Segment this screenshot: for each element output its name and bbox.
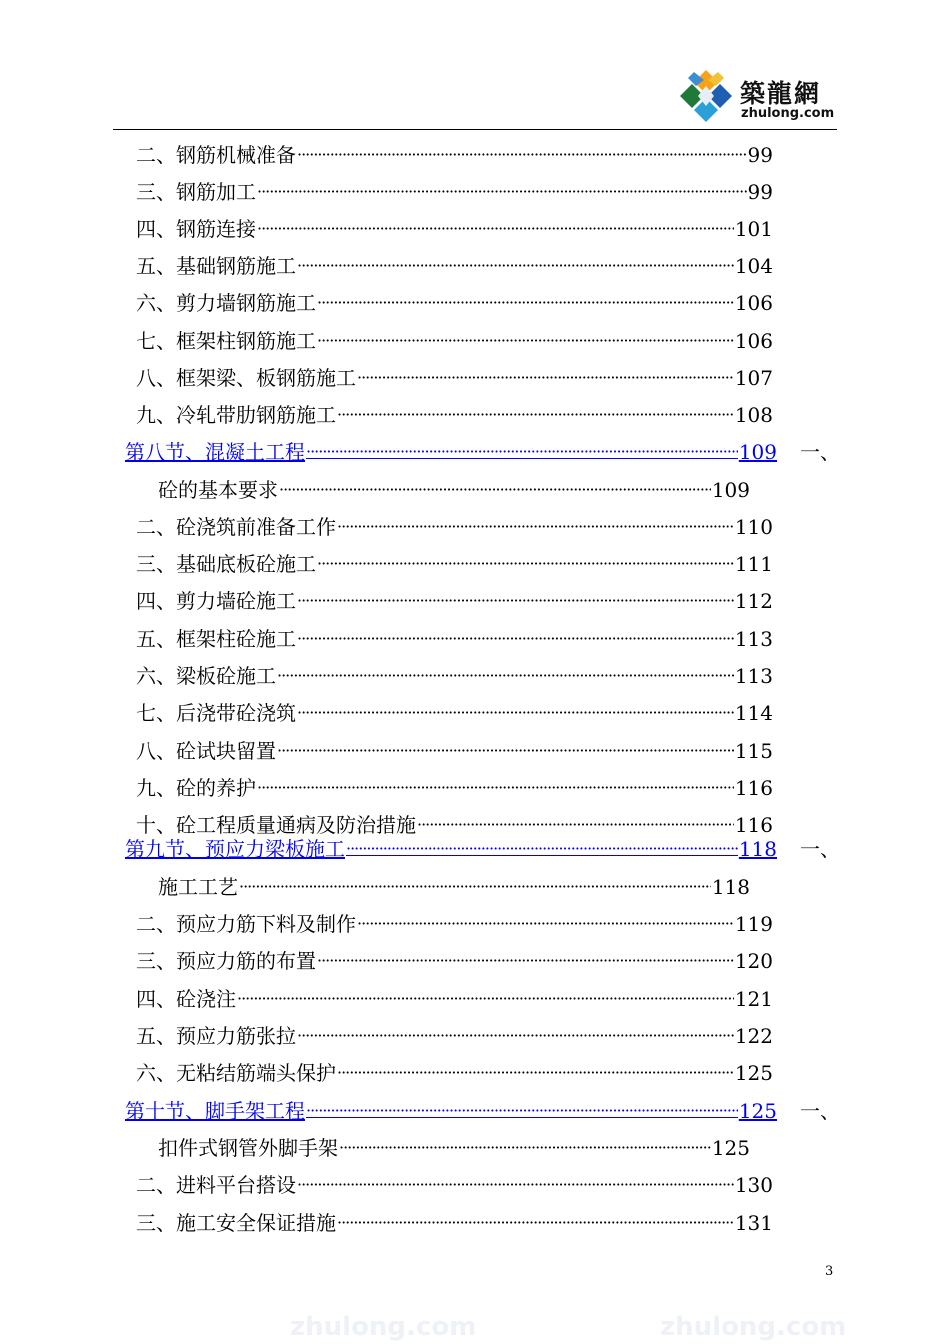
toc-entry <box>136 982 773 1012</box>
toc-entry <box>136 286 773 316</box>
toc-entry-title: 三、预应力筋的布置 <box>136 949 316 973</box>
toc-entry <box>136 361 773 391</box>
toc-entry-title: 第八节、混凝土工程 <box>125 440 305 464</box>
toc-trailing-text: 一、 <box>800 837 840 861</box>
toc-entry-page: 106 <box>734 329 773 353</box>
toc-dot-leader <box>306 439 738 465</box>
toc-entry <box>136 584 773 614</box>
toc-entry-title: 扣件式钢管外脚手架 <box>158 1136 338 1160</box>
toc-dot-leader <box>257 216 734 242</box>
toc-entry-title: 施工工艺 <box>158 875 238 899</box>
toc-dot-leader <box>317 948 734 974</box>
toc-dot-leader <box>257 775 734 801</box>
toc-entry <box>136 696 773 726</box>
toc-entry <box>136 1206 773 1236</box>
toc-dot-leader <box>277 738 734 764</box>
zhulong-logo-icon <box>678 68 734 124</box>
toc-entry <box>136 659 773 689</box>
toc-dot-leader <box>297 253 734 279</box>
toc-entry-title: 八、框架梁、板钢筋施工 <box>136 366 356 390</box>
toc-entry-title: 九、冷轧带肋钢筋施工 <box>136 403 336 427</box>
toc-entry <box>136 622 773 652</box>
toc-dot-leader <box>297 626 734 652</box>
toc-entry-page: 108 <box>734 403 773 427</box>
toc-entry-title: 二、砼浇筑前准备工作 <box>136 515 336 539</box>
toc-trailing-text: 一、 <box>800 440 840 464</box>
toc-entry-title: 四、钢筋连接 <box>136 217 256 241</box>
toc-entry <box>136 547 773 577</box>
toc-dot-leader <box>337 402 734 428</box>
toc-entry-title: 七、后浇带砼浇筑 <box>136 701 296 725</box>
toc-entry <box>136 1168 773 1198</box>
toc-entry-page: 110 <box>734 515 773 539</box>
toc-dot-leader <box>297 588 734 614</box>
toc-dot-leader <box>357 365 734 391</box>
toc-dot-leader <box>337 1210 734 1236</box>
toc-dot-leader <box>317 328 734 354</box>
toc-entry-title: 二、进料平台搭设 <box>136 1173 296 1197</box>
toc-dot-leader <box>346 836 738 862</box>
toc-entry-page: 101 <box>734 217 773 241</box>
toc-entry-title: 第十节、脚手架工程 <box>125 1099 305 1123</box>
toc-entry <box>136 249 773 279</box>
toc-dot-leader <box>297 700 734 726</box>
toc-entry-page: 109 <box>738 440 777 464</box>
toc-entry-page: 118 <box>711 875 750 899</box>
toc-entry-page: 131 <box>734 1211 773 1235</box>
toc-entry <box>158 870 750 900</box>
toc-dot-leader <box>339 1135 711 1161</box>
toc-entry-title: 第九节、预应力梁板施工 <box>125 837 345 861</box>
toc-entry <box>136 324 773 354</box>
toc-entry-title: 九、砼的养护 <box>136 776 256 800</box>
toc-entry-page: 107 <box>734 366 773 390</box>
toc-entry-title: 四、剪力墙砼施工 <box>136 589 296 613</box>
toc-entry <box>158 1131 750 1161</box>
toc-entry-title: 三、钢筋加工 <box>136 180 256 204</box>
logo-english-text: zhulong.com <box>741 106 835 121</box>
toc-entry <box>136 398 773 428</box>
toc-entry-title: 三、施工安全保证措施 <box>136 1211 336 1235</box>
toc-entry-page: 130 <box>734 1173 773 1197</box>
toc-dot-leader <box>306 1098 738 1124</box>
toc-entry-page: 121 <box>734 987 773 1011</box>
toc-entry-page: 99 <box>747 143 773 167</box>
toc-dot-leader <box>237 986 734 1012</box>
toc-entry <box>136 907 773 937</box>
toc-entry-title: 六、无粘结筋端头保护 <box>136 1061 336 1085</box>
toc-entry-title: 三、基础底板砼施工 <box>136 552 316 576</box>
toc-entry <box>136 510 773 540</box>
toc-entry-title: 五、预应力筋张拉 <box>136 1024 296 1048</box>
toc-entry-page: 115 <box>734 739 773 763</box>
toc-dot-leader <box>297 1023 734 1049</box>
toc-entry-title: 砼的基本要求 <box>158 478 278 502</box>
toc-dot-leader <box>257 179 747 205</box>
toc-entry <box>136 1056 773 1086</box>
toc-entry-page: 125 <box>711 1136 750 1160</box>
toc-entry-title: 七、框架柱钢筋施工 <box>136 329 316 353</box>
toc-entry-title: 二、预应力筋下料及制作 <box>136 912 356 936</box>
toc-entry <box>136 212 773 242</box>
toc-entry-page: 116 <box>734 776 773 800</box>
toc-entry-page: 111 <box>734 552 773 576</box>
toc-section-link[interactable] <box>125 435 777 465</box>
toc-entry-page: 109 <box>711 478 750 502</box>
toc-entry <box>136 734 773 764</box>
toc-entry-title: 五、框架柱砼施工 <box>136 627 296 651</box>
toc-entry <box>136 1019 773 1049</box>
zhulong-logo <box>678 66 838 128</box>
toc-entry-page: 104 <box>734 254 773 278</box>
toc-dot-leader <box>337 1060 734 1086</box>
toc-entry <box>136 944 773 974</box>
toc-trailing-text: 一、 <box>800 1099 840 1123</box>
toc-dot-leader <box>279 477 711 503</box>
page-header <box>0 0 950 135</box>
toc-entry-page: 118 <box>738 837 777 861</box>
header-rule <box>113 129 837 130</box>
toc-dot-leader <box>317 290 734 316</box>
toc-entry-title: 八、砼试块留置 <box>136 739 276 763</box>
toc-entry <box>136 138 773 168</box>
toc-entry-page: 125 <box>734 1061 773 1085</box>
watermark-text: zhulong.com <box>660 1312 847 1342</box>
watermark-text: zhulong.com <box>290 1312 477 1342</box>
toc-entry-title: 十、砼工程质量通病及防治措施 <box>136 813 416 837</box>
toc-entry <box>136 175 773 205</box>
toc-entry-page: 120 <box>734 949 773 973</box>
logo-chinese-text: 築龍網 <box>740 79 822 108</box>
toc-entry-page: 114 <box>734 701 773 725</box>
toc-entry-page: 112 <box>734 589 773 613</box>
toc-dot-leader <box>357 911 734 937</box>
toc-entry <box>158 473 750 503</box>
toc-entry <box>136 771 773 801</box>
toc-entry-page: 116 <box>734 813 773 837</box>
toc-entry-page: 122 <box>734 1024 773 1048</box>
toc-entry-title: 四、砼浇注 <box>136 987 236 1011</box>
page-number: 3 <box>825 1264 834 1279</box>
toc-entry-page: 99 <box>747 180 773 204</box>
toc-dot-leader <box>239 874 711 900</box>
toc-entry-page: 106 <box>734 291 773 315</box>
toc-entry-page: 119 <box>734 912 773 936</box>
toc-dot-leader <box>317 551 734 577</box>
toc-entry-page: 125 <box>738 1099 777 1123</box>
toc-entry-page: 113 <box>734 627 773 651</box>
toc-dot-leader <box>337 514 734 540</box>
toc-entry-title: 五、基础钢筋施工 <box>136 254 296 278</box>
toc-entry-title: 六、梁板砼施工 <box>136 664 276 688</box>
toc-dot-leader <box>297 1172 734 1198</box>
toc-entry-title: 六、剪力墙钢筋施工 <box>136 291 316 315</box>
toc-dot-leader <box>297 142 747 168</box>
toc-section-link[interactable] <box>125 832 777 862</box>
toc-section-link[interactable] <box>125 1094 777 1124</box>
toc-entry-page: 113 <box>734 664 773 688</box>
toc-dot-leader <box>277 663 734 689</box>
toc-entry-title: 二、钢筋机械准备 <box>136 143 296 167</box>
